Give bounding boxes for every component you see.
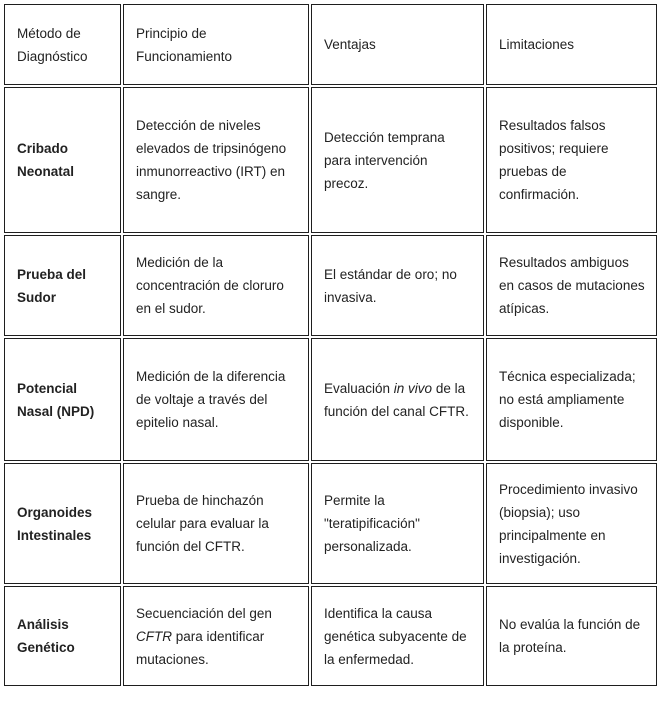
table-header-row (4, 4, 657, 85)
header-principle: Principio de Funcionamiento (123, 4, 309, 85)
table-row (4, 87, 657, 233)
diagnostic-methods-table (2, 2, 659, 688)
principle-italic-gene: CFTR (136, 628, 172, 644)
method-cell: Potencial Nasal (NPD) (4, 338, 121, 461)
principle-cell: Medición de la diferencia de voltaje a través del epitelio nasal. (123, 338, 309, 461)
advantages-cell: Detección temprana para intervención precoz. (311, 87, 484, 233)
method-cell: Cribado Neonatal (4, 87, 121, 233)
principle-text-after: para identificar mutaciones. (136, 628, 265, 667)
limitations-cell: No evalúa la función de la proteína. (486, 586, 657, 686)
advantages-cell (311, 338, 484, 461)
principle-cell: Detección de niveles elevados de tripsinógeno inmunorreactivo (IRT) en sangre. (123, 87, 309, 233)
table-row (4, 338, 657, 461)
advantages-text-after: de la función del canal CFTR. (324, 380, 469, 419)
limitations-cell: Procedimiento invasivo (biopsia); uso principalmente en investigación. (486, 463, 657, 584)
table-row (4, 235, 657, 336)
table-row (4, 463, 657, 584)
advantages-italic-term: in vivo (393, 380, 433, 396)
limitations-cell: Técnica especializada; no está ampliamente disponible. (486, 338, 657, 461)
table-row (4, 586, 657, 686)
method-cell: Análisis Genético (4, 586, 121, 686)
advantages-cell: Identifica la causa genética subyacente de la enfermedad. (311, 586, 484, 686)
principle-text-before: Secuenciación del gen (136, 605, 272, 621)
header-limitations: Limitaciones (486, 4, 657, 85)
principle-cell: Prueba de hinchazón celular para evaluar la función del CFTR. (123, 463, 309, 584)
principle-cell: Medición de la concentración de cloruro en el sudor. (123, 235, 309, 336)
method-cell: Prueba del Sudor (4, 235, 121, 336)
advantages-cell: Permite la "teratipificación" personalizada. (311, 463, 484, 584)
header-advantages: Ventajas (311, 4, 484, 85)
method-cell: Organoides Intestinales (4, 463, 121, 584)
advantages-text-before: Evaluación (324, 380, 394, 396)
limitations-cell: Resultados falsos positivos; requiere pruebas de confirmación. (486, 87, 657, 233)
limitations-cell: Resultados ambiguos en casos de mutaciones atípicas. (486, 235, 657, 336)
advantages-cell: El estándar de oro; no invasiva. (311, 235, 484, 336)
principle-cell (123, 586, 309, 686)
header-method: Método de Diagnóstico (4, 4, 121, 85)
